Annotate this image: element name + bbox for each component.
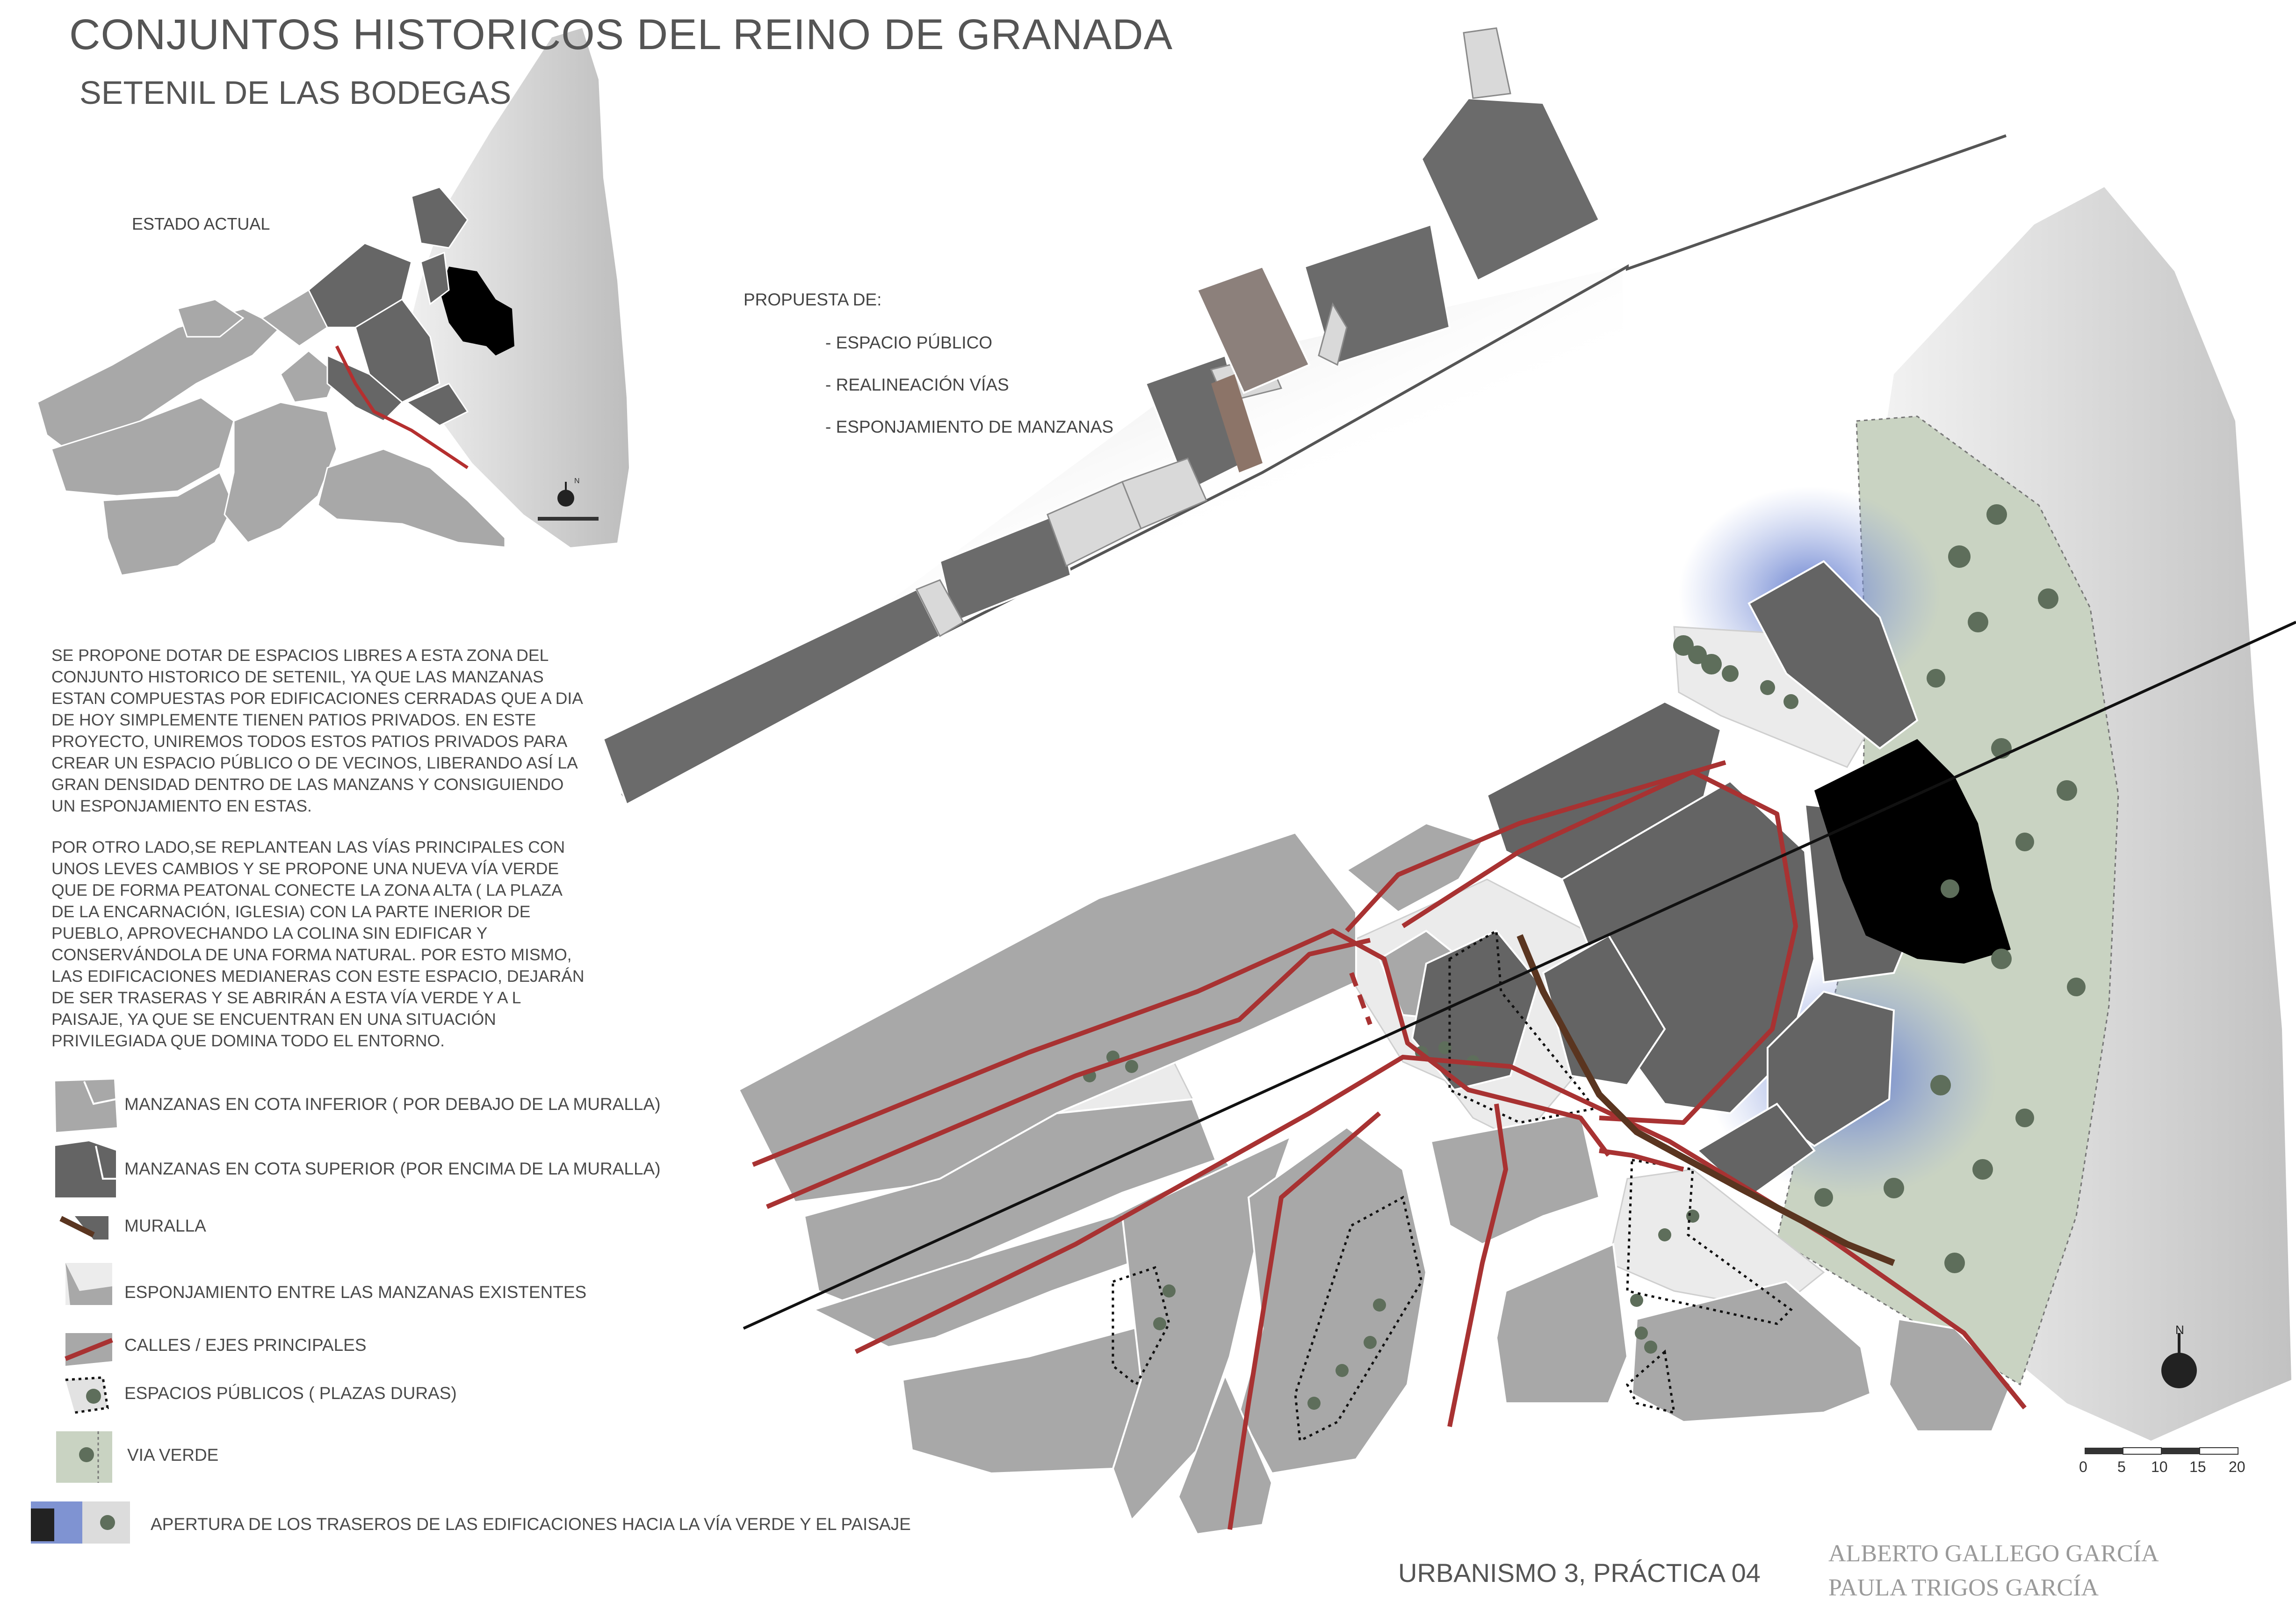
legend-swatch-wall: [61, 1216, 108, 1240]
author-2: PAULA TRIGOS GARCÍA: [1828, 1574, 2099, 1601]
description: [51, 645, 585, 1071]
legend-label-upper-blocks: MANZANAS EN COTA SUPERIOR (POR ENCIMA DE LA MURALLA): [124, 1159, 661, 1178]
legend-label-streets: CALLES / EJES PRINCIPALES: [124, 1335, 367, 1355]
scale-bar: [2085, 1448, 2238, 1454]
north-arrow-icon: [2161, 1353, 2197, 1388]
description-paragraph-2: POR OTRO LADO,SE REPLANTEAN LAS VÍAS PRINCIPALES CON UNOS LEVES CAMBIOS Y SE PROPONE UNA NUEVA VÍA VERDE QUE DE FORMA PEATONAL CONECTE LA ZONA ALTA ( LA PLAZA DE LA ENCARNACIÓN, IGLESIA) CON LA PARTE INERIOR DE PUEBLO, APROVECHANDO LA COLINA SIN EDIFICAR Y CONSERVÁNDOLA DE UNA FORMA NATURAL. POR ESTO MISMO, LAS EDIFICACIONES MEDIANERAS CON ESTE ESPACIO, DEJARÁN DE SER TRASERAS Y SE ABRIRÁN A ESTA VÍA VERDE Y A L PAISAJE, YA QUE SE ENCUENTRAN EN UNA SITUACIÓN PRIVILEGIADA QUE DOMINA TODO EL ENTORNO.: [51, 838, 585, 1050]
inset-scale-bar: [538, 517, 599, 521]
legend-swatch-public-space: [65, 1378, 108, 1413]
course-label: URBANISMO 3, PRÁCTICA 04: [1398, 1558, 1761, 1588]
proposal-item-realignment: - REALINEACIÓN VÍAS: [825, 375, 1009, 394]
scale-tick-label: 15: [2189, 1458, 2206, 1475]
inset-map-label: ESTADO ACTUAL: [132, 214, 270, 233]
main-title: CONJUNTOS HISTORICOS DEL REINO DE GRANADA: [69, 11, 1173, 58]
inset-north-arrow-icon: [557, 490, 574, 507]
legend-label-lower-blocks: MANZANAS EN COTA INFERIOR ( POR DEBAJO DE LA MURALLA): [124, 1095, 661, 1114]
legend-swatch-upper-blocks: [55, 1141, 116, 1197]
inset-north-label: N: [574, 477, 580, 485]
legend-label-opening: APERTURA DE LOS TRASEROS DE LAS EDIFICACIONES HACIA LA VÍA VERDE Y EL PAISAJE: [151, 1515, 911, 1534]
legend-swatches: [31, 1080, 130, 1544]
legend-swatch-courtyard: [65, 1263, 112, 1305]
legend-swatch-green-way: [56, 1431, 112, 1483]
north-label: N: [2175, 1323, 2184, 1337]
scale-tick-label: 20: [2229, 1458, 2245, 1475]
scale-tick-label: 0: [2079, 1458, 2087, 1475]
proposal-heading: PROPUESTA DE:: [744, 290, 882, 309]
legend-label-courtyard: ESPONJAMIENTO ENTRE LAS MANZANAS EXISTENTES: [124, 1283, 587, 1302]
scale-tick-label: 10: [2151, 1458, 2168, 1475]
author-1: ALBERTO GALLEGO GARCÍA: [1828, 1540, 2159, 1567]
legend-label-wall: MURALLA: [124, 1216, 206, 1235]
legend-label-public-space: ESPACIOS PÚBLICOS ( PLAZAS DURAS): [124, 1384, 457, 1403]
proposal-item-sponging: - ESPONJAMIENTO DE MANZANAS: [825, 417, 1114, 436]
legend-swatch-opening: [31, 1501, 130, 1544]
legend-label-green-way: VIA VERDE: [127, 1445, 219, 1465]
description-paragraph-1: SE PROPONE DOTAR DE ESPACIOS LIBRES A ESTA ZONA DEL CONJUNTO HISTORICO DE SETENIL, YA QUE LAS MANZANAS ESTAN COMPUESTAS POR EDIFICACIONES CERRADAS QUE A DIA DE HOY SIMPLEMENTE TIENEN PATIOS PRIVADOS. EN ESTE PROYECTO, UNIREMOS TODOS ESTOS PATIOS PRIVADOS PARA CREAR UN ESPACIO PÚBLICO O DE VECINOS, LIBERANDO ASÍ LA GRAN DENSIDAD DENTRO DE LAS MANZANS Y CONSIGUIENDO UN ESPONJAMIENTO EN ESTAS.: [51, 646, 582, 815]
subtitle: SETENIL DE LAS BODEGAS: [79, 74, 512, 111]
proposal-item-public-space: - ESPACIO PÚBLICO: [825, 333, 993, 352]
scale-tick-label: 5: [2117, 1458, 2126, 1475]
legend-swatch-streets: [65, 1333, 112, 1366]
